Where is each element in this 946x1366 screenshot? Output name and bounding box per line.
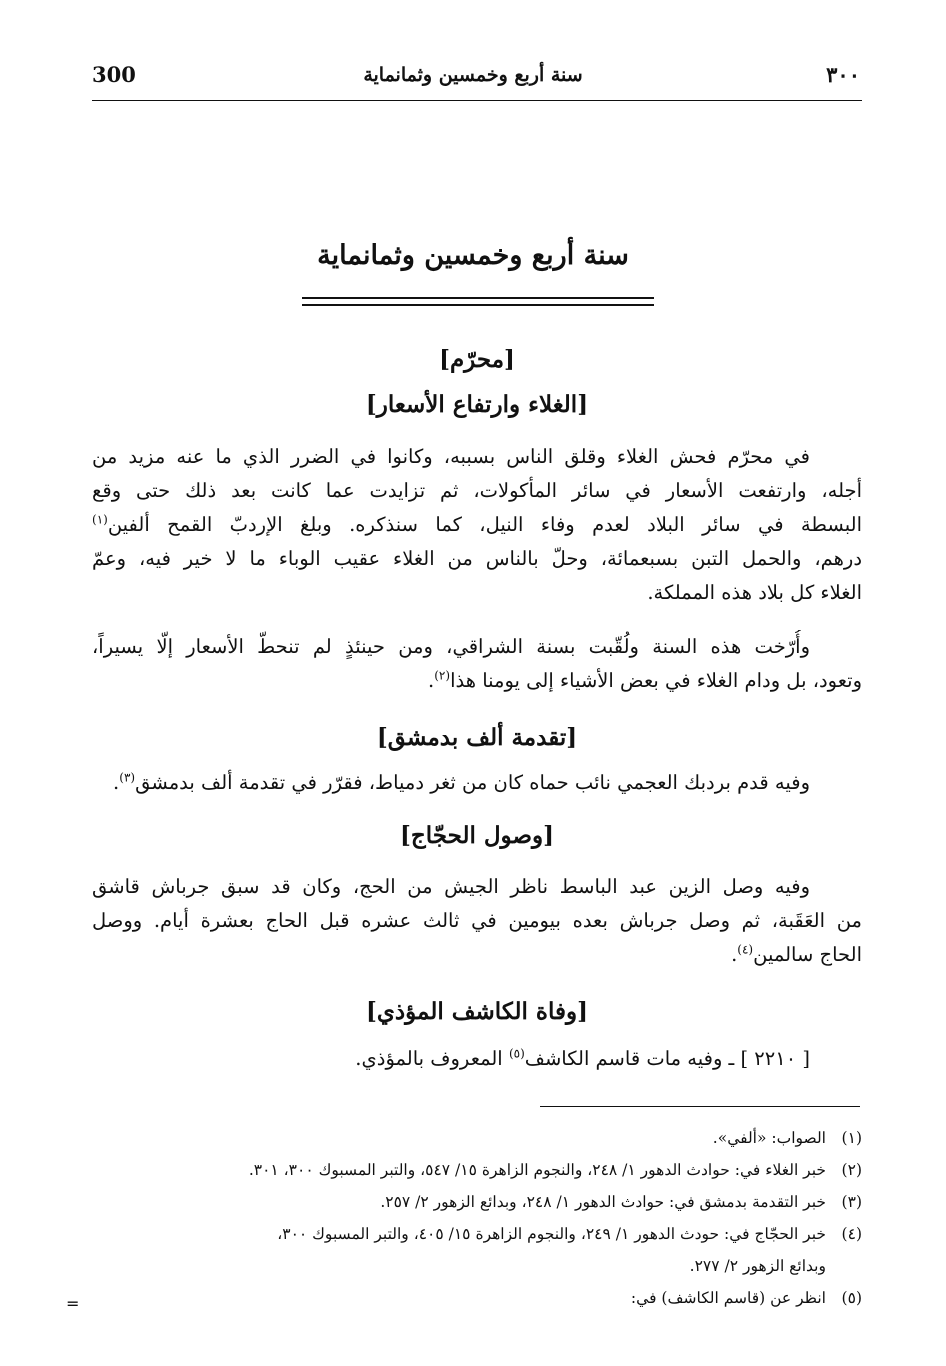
paragraph-prices [92, 440, 862, 610]
text-segment: وتعود، بل ودام الغلاء في بعض الأشياء إلى يومنا هذا [450, 669, 862, 692]
footnote-number: (٣) [841, 1193, 862, 1211]
footnotes [92, 1122, 862, 1314]
footnote-item [92, 1218, 862, 1250]
text-segment: المعروف بالمؤذي. [355, 1047, 509, 1070]
paragraph-damascus [92, 766, 862, 800]
running-title: سنة أربع وخمسين وثمانماية [363, 64, 583, 86]
footnote-text: خبر التقدمة بدمشق في: حوادث الدهور ١/ ٢٤٨، وبدائع الزهور ٢/ ٢٥٧. [380, 1193, 826, 1211]
section-heading-prices: [الغلاء وارتفاع الأسعار] [365, 391, 589, 418]
footnote-ref-4: (٤) [737, 942, 754, 957]
text-line: في محرّم فحش الغلاء وقلق الناس بسببه، وكانوا في الضرر الذي ما عنه مزيد من [92, 445, 810, 468]
text-segment: [ ٢٢١٠ ] ـ وفيه مات قاسم الكاشف [524, 1047, 810, 1070]
end-punctuation: . [428, 669, 435, 692]
title-double-rule-bottom [302, 304, 654, 306]
footnote-ref-1: (١) [92, 512, 108, 527]
paragraph-pilgrims [92, 870, 862, 972]
footnote-text: خبر الحجّاج في: حودث الدهور ١/ ٢٤٩، والنجوم الزاهرة ١٥/ ٤٠٥، والتبر المسبوك ٣٠٠، [277, 1225, 826, 1243]
text-line: درهم، والحمل التبن بسبعمائة، وحلّ بالناس من الغلاء عقيب الوباء ما لا خير فيه، وعمّ [92, 547, 862, 570]
text-segment: وفيه قدم بردبك العجمي نائب حماه كان من ثغر دمياط، فقرّر في تقدمة ألف بدمشق [135, 771, 810, 794]
footnote-number: (٢) [841, 1161, 862, 1179]
footnote-item [92, 1186, 862, 1218]
page-number-arabic: ٣٠٠ [826, 62, 860, 87]
text-segment: الحاج سالمين [753, 943, 862, 966]
text-segment: البسطة في سائر البلاد لعدم وفاء النيل، كما سنذكره. وبلغ الإردبّ القمح ألفين [107, 513, 862, 536]
page-number-latin: 300 [92, 62, 136, 87]
chapter-title: سنة أربع وخمسين وثمانماية [317, 240, 629, 271]
paragraph-death [92, 1042, 862, 1076]
section-heading-death: [وفاة الكاشف المؤذي] [366, 998, 588, 1025]
header-rule [92, 100, 862, 101]
section-heading-damascus: [تقدمة ألف بدمشق] [376, 724, 578, 751]
footnote-text: خبر الغلاء في: حوادث الدهور ١/ ٢٤٨، والنجوم الزاهرة ١٥/ ٥٤٧، والتبر المسبوك ٣٠٠، ٣٠١. [248, 1161, 826, 1179]
end-punctuation: . [113, 771, 120, 794]
footnote-text: وبدائع الزهور ٢/ ٢٧٧. [689, 1257, 826, 1275]
footnote-rule [540, 1106, 860, 1107]
footnote-continuation [92, 1250, 862, 1282]
footnote-ref-3: (٣) [119, 770, 136, 785]
text-line: أجله، وارتفعت الأسعار في سائر المأكولات، ثم تزايدت عما كانت بعد ذلك حتى وقع [92, 479, 862, 502]
edge-mark: = [66, 1294, 80, 1313]
text-line [92, 1042, 862, 1076]
title-double-rule-top [302, 297, 654, 299]
footnote-number: (٥) [841, 1289, 862, 1307]
footnote-item [92, 1154, 862, 1186]
text-line [92, 508, 862, 542]
footnote-ref-5: (٥) [508, 1046, 525, 1061]
end-punctuation: . [731, 943, 738, 966]
paragraph-sharaqi [92, 630, 862, 698]
footnote-text: الصواب: «ألفي». [712, 1129, 826, 1147]
text-line: من العَقَبة، ثم وصل جرباش بعده بيومين في ثالث عشره قبل الحاج بعشرة أيام. ووصل [92, 909, 862, 932]
text-line [92, 938, 862, 972]
footnote-ref-2: (٢) [434, 668, 451, 683]
footnote-item [92, 1122, 862, 1154]
text-line: وأُرّخت هذه السنة ولُقّبت بسنة الشراقي، ومن حينئذٍ لم تنحطّ الأسعار إلّا يسيراً، [92, 635, 810, 658]
footnote-item [92, 1282, 862, 1314]
footnote-number: (٤) [841, 1225, 862, 1243]
footnote-number: (١) [841, 1129, 862, 1147]
text-line [92, 766, 862, 800]
footnote-text: انظر عن (قاسم الكاشف) في: [630, 1289, 826, 1307]
text-line [92, 664, 862, 698]
text-line: وفيه وصل الزين عبد الباسط ناظر الجيش من الحج، وكان قد سبق جرباش قاشق [92, 875, 810, 898]
text-line: الغلاء كل بلاد هذه المملكة. [647, 581, 862, 604]
section-heading-muharram: [محرّم] [439, 346, 515, 373]
section-heading-pilgrims: [وصول الحجّاج] [400, 822, 554, 849]
